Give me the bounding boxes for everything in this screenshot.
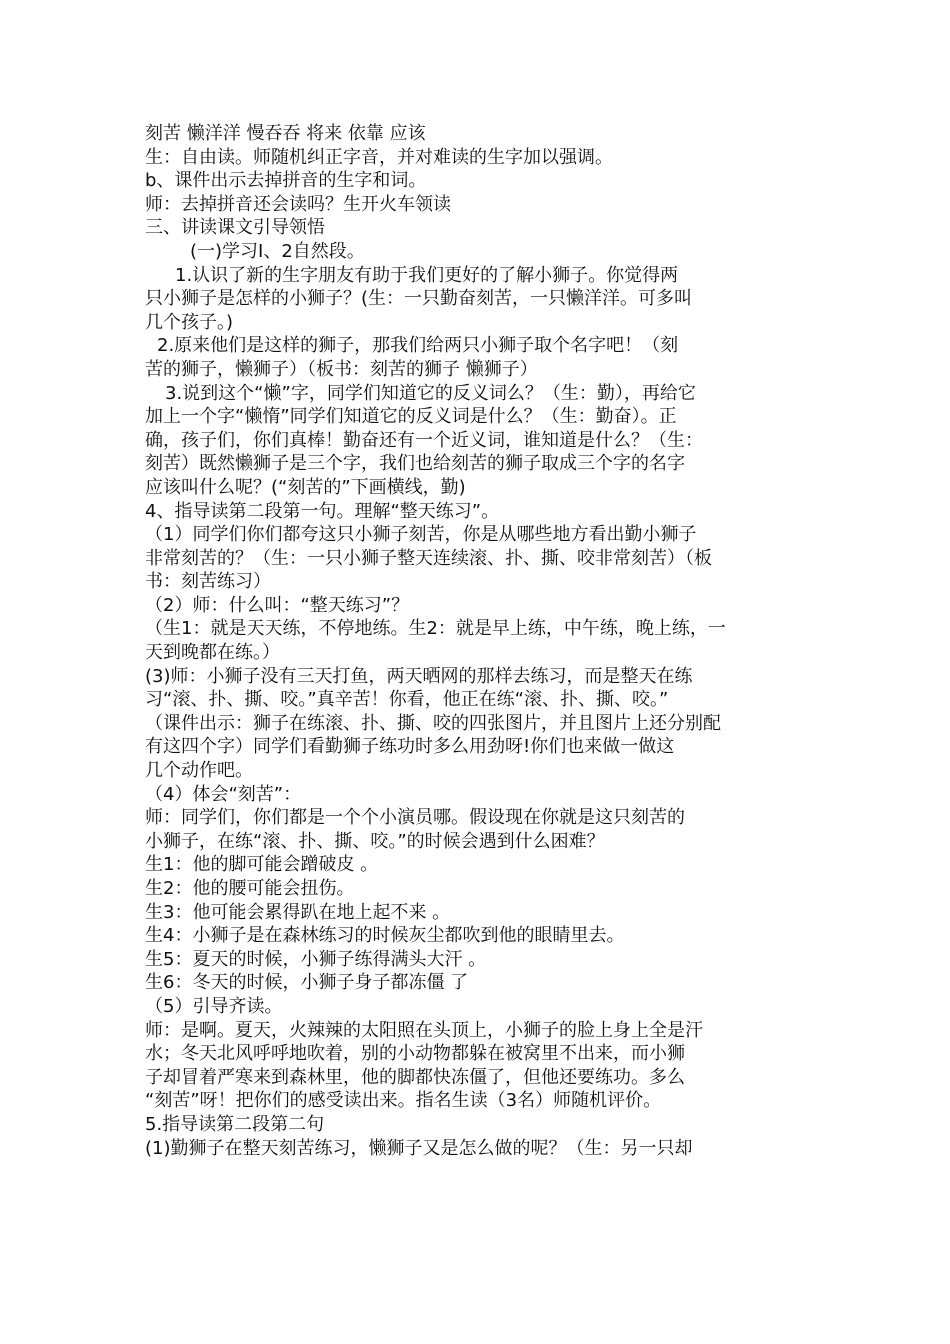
- text-line: 师：去掉拼音还会读吗？生开火车领读: [145, 193, 451, 215]
- text-line: b、课件出示去掉拼音的生字和词。: [145, 170, 427, 192]
- text-line: 习“滚、扑、撕、咬。”真辛苦！你看，他正在练“滚、扑、撕、咬。”: [145, 689, 669, 711]
- text-line: （4）体会“刻苦”：: [145, 783, 302, 805]
- text-line: 2.原来他们是这样的狮子，那我们给两只小狮子取个名字吧！（刻: [157, 335, 679, 357]
- text-line: 天到晚都在练。）: [145, 642, 280, 664]
- text-line: 生4：小狮子是在森林练习的时候灰尘都吹到他的眼睛里去。: [145, 925, 625, 947]
- text-line: （5）引导齐读。: [145, 995, 283, 1017]
- text-line: 水；冬天北风呼呼地吹着，别的小动物都躲在被窝里不出来，而小狮: [145, 1043, 685, 1065]
- text-line: 生2：他的腰可能会扭伤。: [145, 878, 355, 899]
- text-line: 子却冒着严寒来到森林里，他的脚都快冻僵了，但他还要练功。多么: [145, 1066, 685, 1088]
- text-line: 只小狮子是怎样的小狮子？(生：一只勤奋刻苦，一只懒洋洋。可多叫: [145, 288, 693, 310]
- text-line: 苦的狮子，懒狮子）（板书：刻苦的狮子 懒狮子）: [145, 358, 538, 380]
- text-line: （生1：就是天天练，不停地练。生2：就是早上练，中午练，晚上练，一: [145, 618, 726, 640]
- text-line: (3)师：小狮子没有三天打鱼，两天晒网的那样去练习，而是整天在练: [145, 665, 693, 687]
- text-line: 生5：夏天的时候，小狮子练得满头大汗 。: [145, 948, 487, 970]
- text-line: (1)勤狮子在整天刻苦练习，懒狮子又是怎么做的呢？（生：另一只却: [145, 1137, 693, 1159]
- text-line: 确，孩子们，你们真棒！勤奋还有一个近义词，谁知道是什么？（生：: [145, 429, 703, 451]
- text-line: 有这四个字）同学们看勤狮子练功时多么用劲呀!你们也来做一做这: [145, 736, 675, 758]
- text-line: “刻苦”呀！把你们的感受读出来。指名生读（3名）师随机评价。: [145, 1090, 662, 1112]
- text-line: 生6：冬天的时候，小狮子身子都冻僵 了: [145, 972, 469, 994]
- text-line: 加上一个字“懒惰”同学们知道它的反义词是什么？（生：勤奋）。正: [145, 406, 677, 428]
- text-line: （2）师：什么叫：“整天练习”？: [145, 594, 410, 616]
- text-line: 应该叫什么呢？(“刻苦的”下画横线，勤): [145, 476, 466, 498]
- text-line: （课件出示：狮子在练滚、扑、撕、咬的四张图片，并且图片上还分别配: [145, 712, 721, 734]
- text-line: (一)学习Ⅰ、2自然段。: [190, 240, 365, 262]
- text-line: 生1：他的脚可能会蹭破皮 。: [145, 854, 379, 876]
- text-line: 小狮子，在练“滚、扑、撕、咬。”的时候会遇到什么困难？: [145, 830, 605, 852]
- text-line: 书：刻苦练习）: [145, 571, 271, 593]
- text-line: 几个动作吧。: [145, 760, 253, 782]
- text-line: 非常刻苦的？（生：一只小狮子整天连续滚、扑、撕、咬非常刻苦）（板: [145, 547, 712, 569]
- text-line: 4、指导读第二段第一句。理解“整天练习”。: [145, 500, 500, 522]
- text-line: 5.指导读第二段第二句: [145, 1113, 325, 1135]
- text-line: 刻苦）既然懒狮子是三个字，我们也给刻苦的狮子取成三个字的名字: [145, 453, 685, 475]
- text-line: 师：同学们，你们都是一个个小演员哪。假设现在你就是这只刻苦的: [145, 807, 685, 829]
- text-line: （1）同学们你们都夸这只小狮子刻苦，你是从哪些地方看出勤小狮子: [145, 524, 697, 546]
- text-line: 生3：他可能会累得趴在地上起不来 。: [145, 901, 451, 923]
- text-line: 生：自由读。师随机纠正字音，并对难读的生字加以强调。: [145, 146, 613, 168]
- text-line: 刻苦 懒洋洋 慢吞吞 将来 依靠 应该: [145, 123, 426, 144]
- document-body: [145, 122, 810, 1160]
- text-line: 师：是啊。夏天，火辣辣的太阳照在头顶上，小狮子的脸上身上全是汗: [145, 1019, 703, 1041]
- text-line: 1.认识了新的生字朋友有助于我们更好的了解小狮子。你觉得两: [175, 264, 679, 286]
- text-line: 三、讲读课文引导领悟: [145, 217, 325, 239]
- text-line: 3.说到这个“懒”字，同学们知道它的反义词么？（生：勤），再给它: [165, 382, 696, 404]
- text-line: 几个孩子。): [145, 311, 234, 333]
